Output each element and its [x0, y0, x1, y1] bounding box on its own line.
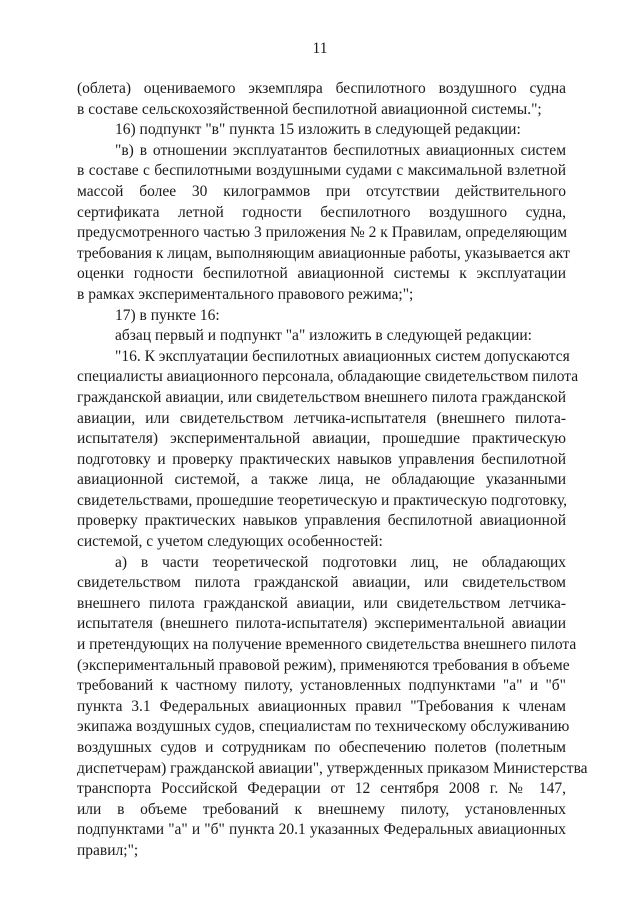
- text-line: гражданской авиации, или свидетельством внешнего пилота гражданской: [77, 388, 566, 406]
- text-line: диспетчерам) гражданской авиации", утвержденных приказом Министерства: [77, 759, 588, 777]
- text-line: свидетельствами, прошедшие теоретическую и практическую подготовку,: [77, 491, 568, 509]
- text-line: 17) в пункте 16:: [115, 306, 220, 324]
- text-line: (облета) оцениваемого экземпляра беспилотного воздушного судна: [77, 80, 566, 97]
- text-line: абзац первый и подпункт "а" изложить в следующей редакции:: [115, 327, 532, 345]
- text-line: "в) в отношении эксплуатантов беспилотных авиационных систем: [115, 141, 566, 159]
- text-line: авиационной системой, а также лица, не обладающие указанными: [77, 471, 566, 489]
- text-line: в составе сельскохозяйственной беспилотной авиационной системы.";: [77, 100, 542, 118]
- text-line: 16) подпункт "в" пункта 15 изложить в следующей редакции:: [115, 121, 521, 139]
- text-line: правил;";: [77, 841, 139, 859]
- text-line: в рамках экспериментального правового режима;";: [77, 285, 414, 303]
- text-line: сертификата летной годности беспилотного воздушного судна,: [77, 203, 566, 221]
- text-line: и претендующих на получение временного свидетельства внешнего пилота: [77, 636, 577, 654]
- text-line: а) в части теоретической подготовки лиц, не обладающих: [115, 553, 566, 571]
- text-line: оценки годности беспилотной авиационной системы к эксплуатации: [77, 265, 566, 283]
- text-line: требований к частному пилоту, установленных подпунктами "а" и "б": [77, 677, 566, 695]
- text-line: системой, с учетом следующих особенностей:: [77, 533, 383, 551]
- text-line: предусмотренного частью 3 приложения № 2 к Правилам, определяющим: [77, 224, 568, 242]
- text-line: воздушных судов и сотрудникам по обеспечению полетов (полетным: [77, 739, 566, 756]
- text-line: подпунктами "а" и "б" пункта 20.1 указанных Федеральных авиационных: [77, 821, 566, 839]
- text-line: (экспериментальный правовой режим), применяются требования в объеме: [77, 656, 570, 674]
- page-number: 11: [312, 40, 328, 57]
- text-line: пункта 3.1 Федеральных авиационных правил "Требования к членам: [77, 697, 566, 715]
- text-line: внешнего пилота гражданской авиации, или свидетельством летчика-: [77, 594, 566, 612]
- text-line: испытателя (внешнего пилота-испытателя) экспериментальной авиации: [77, 615, 566, 633]
- text-line: в составе с беспилотными воздушными судами с максимальной взлетной: [77, 162, 566, 180]
- text-line: "16. К эксплуатации беспилотных авиационных систем допускаются: [115, 347, 570, 365]
- text-line: авиации, или свидетельством летчика-испытателя (внешнего пилота-: [77, 409, 566, 427]
- text-line: требования к лицам, выполняющим авиационные работы, указывается акт: [77, 244, 570, 262]
- text-line: массой более 30 килограммов при отсутствии действительного: [77, 182, 566, 200]
- text-line: свидетельством пилота гражданской авиации, или свидетельством: [77, 574, 566, 592]
- text-line: проверку практических навыков управления беспилотной авиационной: [77, 512, 566, 530]
- text-line: транспорта Российской Федерации от 12 сентября 2008 г. № 147,: [77, 780, 566, 798]
- text-line: экипажа воздушных судов, специалистам по техническому обслуживанию: [77, 718, 570, 736]
- text-line: или в объеме требований к внешнему пилоту, установленных: [77, 800, 566, 818]
- text-line: специалисты авиационного персонала, обладающие свидетельством пилота: [77, 368, 579, 386]
- document-body: [77, 79, 588, 862]
- text-line: подготовку и проверку практических навыков управления беспилотной: [77, 450, 566, 468]
- text-line: испытателя) экспериментальной авиации, прошедшие практическую: [77, 430, 566, 448]
